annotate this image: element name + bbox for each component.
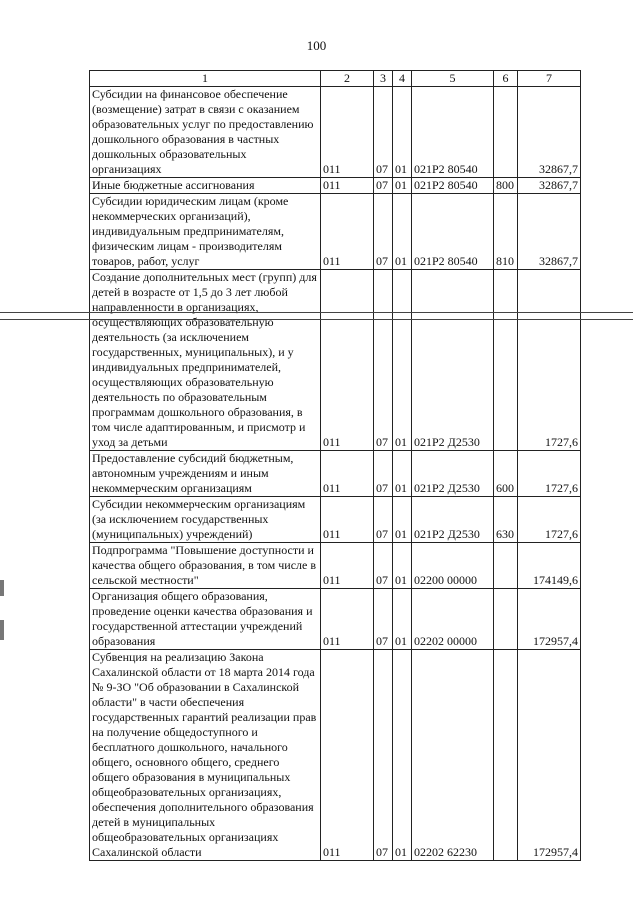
table-row	[90, 497, 581, 543]
row-subsection-code: 01	[393, 650, 412, 861]
row-amount: 172957,4	[518, 589, 581, 650]
table-row	[90, 178, 581, 194]
binding-edge-mark	[0, 620, 4, 640]
row-section-code: 07	[374, 589, 393, 650]
row-amount: 32867,7	[518, 87, 581, 178]
budget-table	[89, 70, 581, 861]
header-col-5: 5	[412, 71, 494, 87]
row-ministry-code: 011	[321, 87, 374, 178]
row-subsection-code: 01	[393, 497, 412, 543]
row-expense-type	[494, 87, 518, 178]
row-name: Субсидии юридическим лицам (кроме некоммерческих организаций), индивидуальным предпринимателям, физическим лицам - производителям товаров, работ, услуг	[90, 194, 321, 270]
row-expense-type: 800	[494, 178, 518, 194]
row-target-code: 021Р2 Д2530	[412, 270, 494, 451]
row-name: Субсидии некоммерческим организациям (за исключением государственных (муниципальных) учреждений)	[90, 497, 321, 543]
row-target-code: 02202 62230	[412, 650, 494, 861]
row-name: Иные бюджетные ассигнования	[90, 178, 321, 194]
row-ministry-code: 011	[321, 270, 374, 451]
header-col-6: 6	[494, 71, 518, 87]
row-amount: 1727,6	[518, 497, 581, 543]
header-col-1: 1	[90, 71, 321, 87]
row-amount: 1727,6	[518, 270, 581, 451]
row-target-code: 021Р2 80540	[412, 178, 494, 194]
row-amount: 174149,6	[518, 543, 581, 589]
row-section-code: 07	[374, 650, 393, 861]
row-section-code: 07	[374, 451, 393, 497]
row-ministry-code: 011	[321, 543, 374, 589]
row-amount: 1727,6	[518, 451, 581, 497]
row-ministry-code: 011	[321, 589, 374, 650]
table-row	[90, 194, 581, 270]
row-target-code: 021Р2 Д2530	[412, 497, 494, 543]
row-subsection-code: 01	[393, 270, 412, 451]
row-expense-type	[494, 650, 518, 861]
row-subsection-code: 01	[393, 178, 412, 194]
row-section-code: 07	[374, 543, 393, 589]
row-expense-type	[494, 543, 518, 589]
table-row	[90, 87, 581, 178]
row-subsection-code: 01	[393, 451, 412, 497]
row-ministry-code: 011	[321, 497, 374, 543]
row-subsection-code: 01	[393, 589, 412, 650]
header-col-4: 4	[393, 71, 412, 87]
row-target-code: 021Р2 80540	[412, 194, 494, 270]
row-subsection-code: 01	[393, 543, 412, 589]
row-name: Организация общего образования, проведение оценки качества образования и государственной аттестации учреждений образования	[90, 589, 321, 650]
row-target-code: 021Р2 Д2530	[412, 451, 494, 497]
row-subsection-code: 01	[393, 194, 412, 270]
row-name: Подпрограмма "Повышение доступности и качества общего образования, в том числе в сельской местности"	[90, 543, 321, 589]
row-ministry-code: 011	[321, 451, 374, 497]
header-col-7: 7	[518, 71, 581, 87]
row-amount: 32867,7	[518, 178, 581, 194]
row-ministry-code: 011	[321, 650, 374, 861]
row-section-code: 07	[374, 194, 393, 270]
binding-edge-mark	[0, 580, 4, 596]
row-subsection-code: 01	[393, 87, 412, 178]
table-row	[90, 270, 581, 451]
row-expense-type	[494, 589, 518, 650]
row-ministry-code: 011	[321, 194, 374, 270]
row-section-code: 07	[374, 178, 393, 194]
table-row	[90, 589, 581, 650]
row-name: Предоставление субсидий бюджетным, автономным учреждениям и иным некоммерческим организациям	[90, 451, 321, 497]
row-expense-type: 810	[494, 194, 518, 270]
row-amount: 32867,7	[518, 194, 581, 270]
header-row	[90, 71, 581, 87]
scan-artifact-line	[0, 319, 633, 320]
row-expense-type	[494, 270, 518, 451]
table-row	[90, 650, 581, 861]
row-target-code: 02200 00000	[412, 543, 494, 589]
header-col-2: 2	[321, 71, 374, 87]
row-expense-type: 600	[494, 451, 518, 497]
scan-artifact-line	[0, 312, 633, 313]
row-ministry-code: 011	[321, 178, 374, 194]
row-section-code: 07	[374, 497, 393, 543]
header-col-3: 3	[374, 71, 393, 87]
row-name: Создание дополнительных мест (групп) для детей в возрасте от 1,5 до 3 лет любой направленности в организациях, осуществляющих образовательную деятельность (за исключением государственных, муниципальных), и у индивидуальных предпринимателей, осуществляющих образовательную деятельность по образовательным программам дошкольного образования, в том числе адаптированным, и присмотр и уход за детьми	[90, 270, 321, 451]
table-row	[90, 543, 581, 589]
table-row	[90, 451, 581, 497]
row-section-code: 07	[374, 87, 393, 178]
page-number: 100	[306, 38, 327, 53]
row-amount: 172957,4	[518, 650, 581, 861]
row-target-code: 02202 00000	[412, 589, 494, 650]
row-section-code: 07	[374, 270, 393, 451]
row-name: Субвенция на реализацию Закона Сахалинской области от 18 марта 2014 года № 9-ЗО "Об образовании в Сахалинской области" в части обеспечения государственных гарантий реализации прав на получение общедоступного и бесплатного дошкольного, начального общего, основного общего, среднего общего образования в муниципальных общеобразовательных организациях, обеспечения дополнительного образования детей в муниципальных общеобразовательных организациях Сахалинской области	[90, 650, 321, 861]
row-target-code: 021Р2 80540	[412, 87, 494, 178]
row-name: Субсидии на финансовое обеспечение (возмещение) затрат в связи с оказанием образовательных услуг по предоставлению дошкольного образования в частных дошкольных образовательных организациях	[90, 87, 321, 178]
row-expense-type: 630	[494, 497, 518, 543]
